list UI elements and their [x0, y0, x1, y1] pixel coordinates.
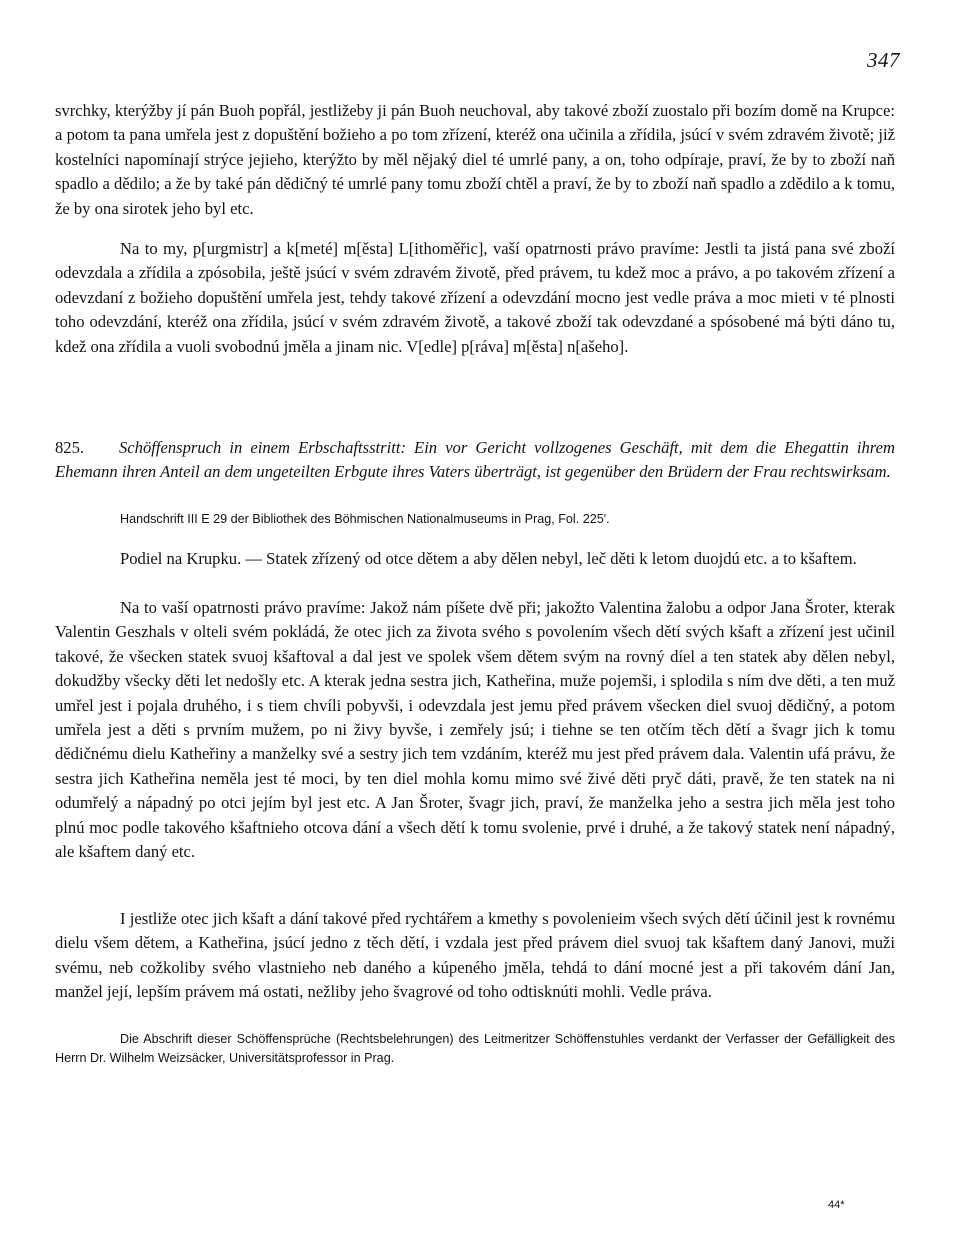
entry-title: Schöffenspruch in einem Erbschaftsstritt: Ein vor Gericht vollzogenes Geschäft, mit dem die Ehegattin ihrem Ehemann ihren Anteil an dem ungeteilten Erbgute ihres Vaters überträgt, ist gegenüber den Brüdern der Frau rechtswirksam.	[55, 438, 895, 482]
entry-heading	[55, 436, 895, 485]
paragraph-continuation: svrchky, kterýžby jí pán Buoh popřál, jestližeby ji pán Buoh neuchoval, aby takové zboží zuostalo při bozím domě na Krupce: a potom ta pana umřela jest z dopuštění božieho a po tom zřízení, kteréž ona učinila a zřídila, jsúcí v svém zdravém životě; již kostelníci napomínají strýce jejieho, kterýžto by měl nějaký diel té umrlé pany, a on, toho odpíraje, praví, že by to zboží naň spadlo a dědilo; a že by také pán dědičný té umrlé pany tomu zboží chtěl a praví, že by to zboží naň spadlo a zdědilo a k tomu, že by ona sirotek jeho byl etc.	[55, 101, 896, 218]
entry-number: 825.	[55, 438, 85, 457]
entry-source: Handschrift III E 29 der Bibliothek des Böhmischen Nationalmuseums in Prag, Fol. 225'.	[120, 512, 610, 526]
paragraph-case: Na to vaší opatrnosti právo pravíme: Jakož nám píšete dvě při; jakožto Valentina žalobu a odpor Jana Šroter, kterak Valentin Geszhals v olteli svém pokládá, že otec jich za života svého s povolením všech dětí svých kšaft a zřízení jest učinil takové, že všecken statek svuoj kšaftoval a dal jest ve spolek všem dětem svým na rovný díel a ten statek aby dělen nebyl, dokudžby všecky děti let nedošly etc. A kterak jedna sestra jich, Katheřina, muže pojemši, i splodila s ním dve děti, a ten muž umřel jest i pojala druhého, i s tiem chvíli pobyvši, i odevzdala jest jemu před právem všecken diel svuoj dědičný, a potom umřela jest a děti s prvním mužem, po ni živy byvše, i zemřely jsú; i tiehne se ten otčím těch dětí a švagr jich k tomu dědičnému dielu Katheřiny a manželky své a sestry jich tem vzdáním, kteréž mu jest před právem dala. Valentin ufá právu, že sestra jich Katheřina neměla jest té moci, by ten diel mohla komu mimo své živé děti pryč dáti, pravě, že ten statek na ni odumřelý a nápadný po otci jejím byl jest etc. A Jan Šroter, švagr jich, praví, že manželka jeho a sestra jich měla jest toho plnú moc podle takového kšaftnieho otcova dání a všech dětí k tomu svolenie, prvé i druhé, a že takový statek není nápadný, ale kšaftem daný etc.	[55, 598, 895, 862]
signature-mark: 44*	[828, 1199, 845, 1211]
page-number: 347	[867, 48, 900, 72]
paragraph-verdict: Na to my, p[urgmistr] a k[meté] m[ěsta] L[ithoměřic], vaší opatrnosti právo pravíme: Jestli ta jistá pana své zboží odevzdala a zřídila a zpósobila, ještě jsúcí v svém zdravém životě, před právem, tu kdež moc a právo, a po takovém zřízení a odevzdaní z božieho dopuštění umřela jest, tehdy takové zřízení a odevzdání mocno jest vedle práva a moc mieti v té plnosti toho odevzdání, kteréž ona zřídila, jsúcí v svém zdravém životě, a takové zboží tak odevzdané a spósobené má býti dáno tu, kdež ona zřídila a vuoli svobodnú jměla a jinam nic. V[edle] p[ráva] m[ěsta] n[ašeho].	[55, 239, 895, 356]
paragraph-ruling: I jestliže otec jich kšaft a dání takové před rychtářem a kmethy s povolenieim všech svých dětí účinil jest k rovnému dielu všem dětem, a Katheřina, jsúcí jedno z těch dětí, i vzdala jest před právem diel svuoj tak kšaftem daný Janovi, muži svému, neb cožkoliby svého vlastnieho neb daného a kúpeného jměla, tehdá to dání mocné jest a při takovém dání Jan, manžel její, lepším právem má ostati, nežliby jeho švagrové od toho odtisknúti mohli. Vedle práva.	[55, 909, 895, 1002]
footnote: Die Abschrift dieser Schöffensprüche (Rechtsbelehrungen) des Leitmeritzer Schöffenstuhles verdankt der Verfasser der Gefälligkeit des Herrn Dr. Wilhelm Weizsäcker, Universitätsprofessor in Prag.	[55, 1032, 895, 1065]
paragraph-summary: Podiel na Krupku. — Statek zřízený od otce dětem a aby dělen nebyl, leč děti k letom duojdú etc. a to kšaftem.	[120, 549, 857, 568]
